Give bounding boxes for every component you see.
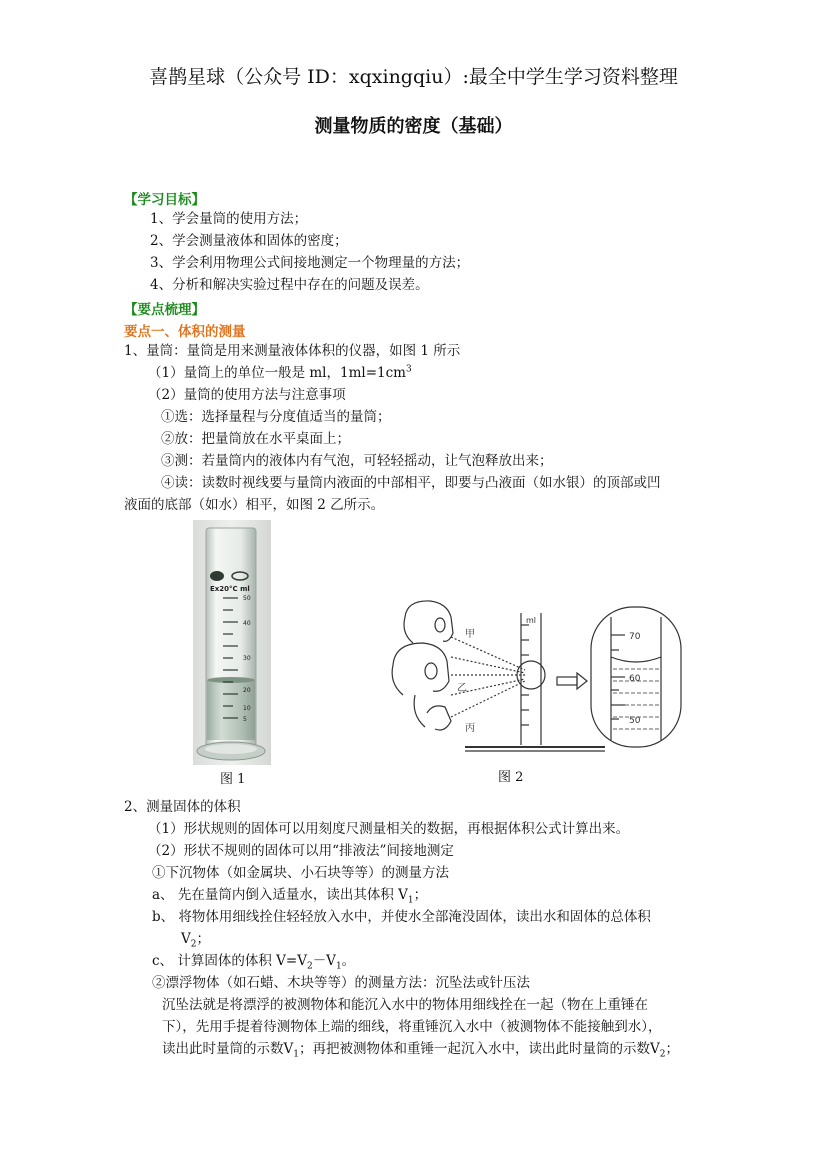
paragraph: ②漂浮物体（如石蜡、木块等等）的测量方法：沉坠法或针压法 (152, 975, 530, 991)
zoom-scale-label: 50 (629, 716, 641, 726)
goal-item: 4、分析和解决实验过程中存在的问题及误差。 (150, 277, 429, 293)
scale-tick-label: 10 (243, 705, 251, 712)
zoom-scale-label: 60 (629, 674, 641, 684)
paragraph: （2）量筒的使用方法与注意事项 (148, 387, 346, 403)
step-b: b、 将物体用细线拴住轻轻放入水中，并使水全部淹没固体，读出水和固体的总体积 (152, 909, 651, 925)
paragraph: （2）形状不规则的固体可以用“排液法”间接地测定 (148, 843, 454, 859)
graduated-cylinder-figure (193, 520, 271, 765)
section-heading: 2、测量固体的体积 (124, 799, 241, 815)
point-heading: 要点一、体积的测量 (124, 324, 246, 340)
reading-method-diagram (385, 595, 690, 760)
goal-item: 2、学会测量液体和固体的密度； (150, 233, 348, 249)
goal-item: 3、学会利用物理公式间接地测定一个物理量的方法； (150, 255, 470, 271)
paragraph: （1）量筒上的单位一般是 ml，$1ml=1cm^3$ (148, 364, 412, 381)
paragraph: （1）形状规则的固体可以用刻度尺测量相关的数据，再根据体积公式计算出来。 (148, 821, 630, 837)
step-a: a、 先在量筒内倒入适量水，读出其体积 $V_1$； (152, 887, 428, 906)
viewpoint-label-bing: 丙 (465, 723, 475, 734)
paragraph: 液面的底部（如水）相平，如图 2 乙所示。 (124, 497, 385, 513)
scale-tick-label: 5 (243, 716, 247, 723)
goals-heading: 【学习目标】 (124, 192, 205, 208)
figure-caption: 图 1 (220, 772, 246, 787)
scale-tick-label: 30 (243, 655, 251, 662)
viewpoint-label-jia: 甲 (465, 629, 475, 640)
cylinder-unit-label: Ex20°C ml (210, 585, 250, 593)
figure-caption: 图 2 (498, 770, 524, 785)
page-title: 测量物质的密度（基础） (314, 116, 513, 137)
paragraph: 下），先用手提着待测物体上端的细线，将重锤沉入水中（被测物体不能接触到水）， (162, 1019, 662, 1035)
zoom-scale-label: 70 (629, 632, 641, 642)
step-c: c、 计算固体的体积 $V=V_2-V_1$。 (152, 953, 356, 972)
cylinder-unit-label: ml (526, 616, 537, 625)
paragraph: ③测：若量筒内的液体内有气泡，可轻轻摇动，让气泡释放出来； (161, 453, 553, 469)
goal-item: 1、学会量筒的使用方法； (150, 211, 308, 227)
scale-tick-label: 40 (243, 620, 251, 627)
scale-tick-label: 50 (243, 595, 251, 602)
paragraph: 沉坠法就是将漂浮的被测物体和能沉入水中的物体用细线拴在一起（物在上重锤在 (162, 997, 648, 1013)
paragraph: 1、量筒：量筒是用来测量液体体积的仪器，如图 1 所示 (124, 343, 461, 359)
paragraph: 读出此时量筒的示数$V_1$；再把被测物体和重锤一起沉入水中，读出此时量筒的示数$V_2$； (162, 1041, 679, 1060)
paragraph: ①下沉物体（如金属块、小石块等等）的测量方法 (152, 865, 449, 881)
paragraph: ①选：选择量程与分度值适当的量筒； (161, 409, 391, 425)
outline-heading: 【要点梳理】 (124, 302, 205, 318)
scale-tick-label: 20 (243, 687, 251, 694)
viewpoint-label-yi: 乙 (457, 683, 467, 694)
paragraph: ②放：把量筒放在水平桌面上； (161, 431, 350, 447)
step-b-cont: $V_2$； (181, 931, 210, 950)
page-header: 喜鹊星球（公众号 ID：xqxingqiu）:最全中学生学习资料整理 (149, 66, 678, 88)
paragraph: ④读：读数时视线要与量筒内液面的中部相平，即要与凸液面（如水银）的顶部或凹 (161, 475, 661, 491)
